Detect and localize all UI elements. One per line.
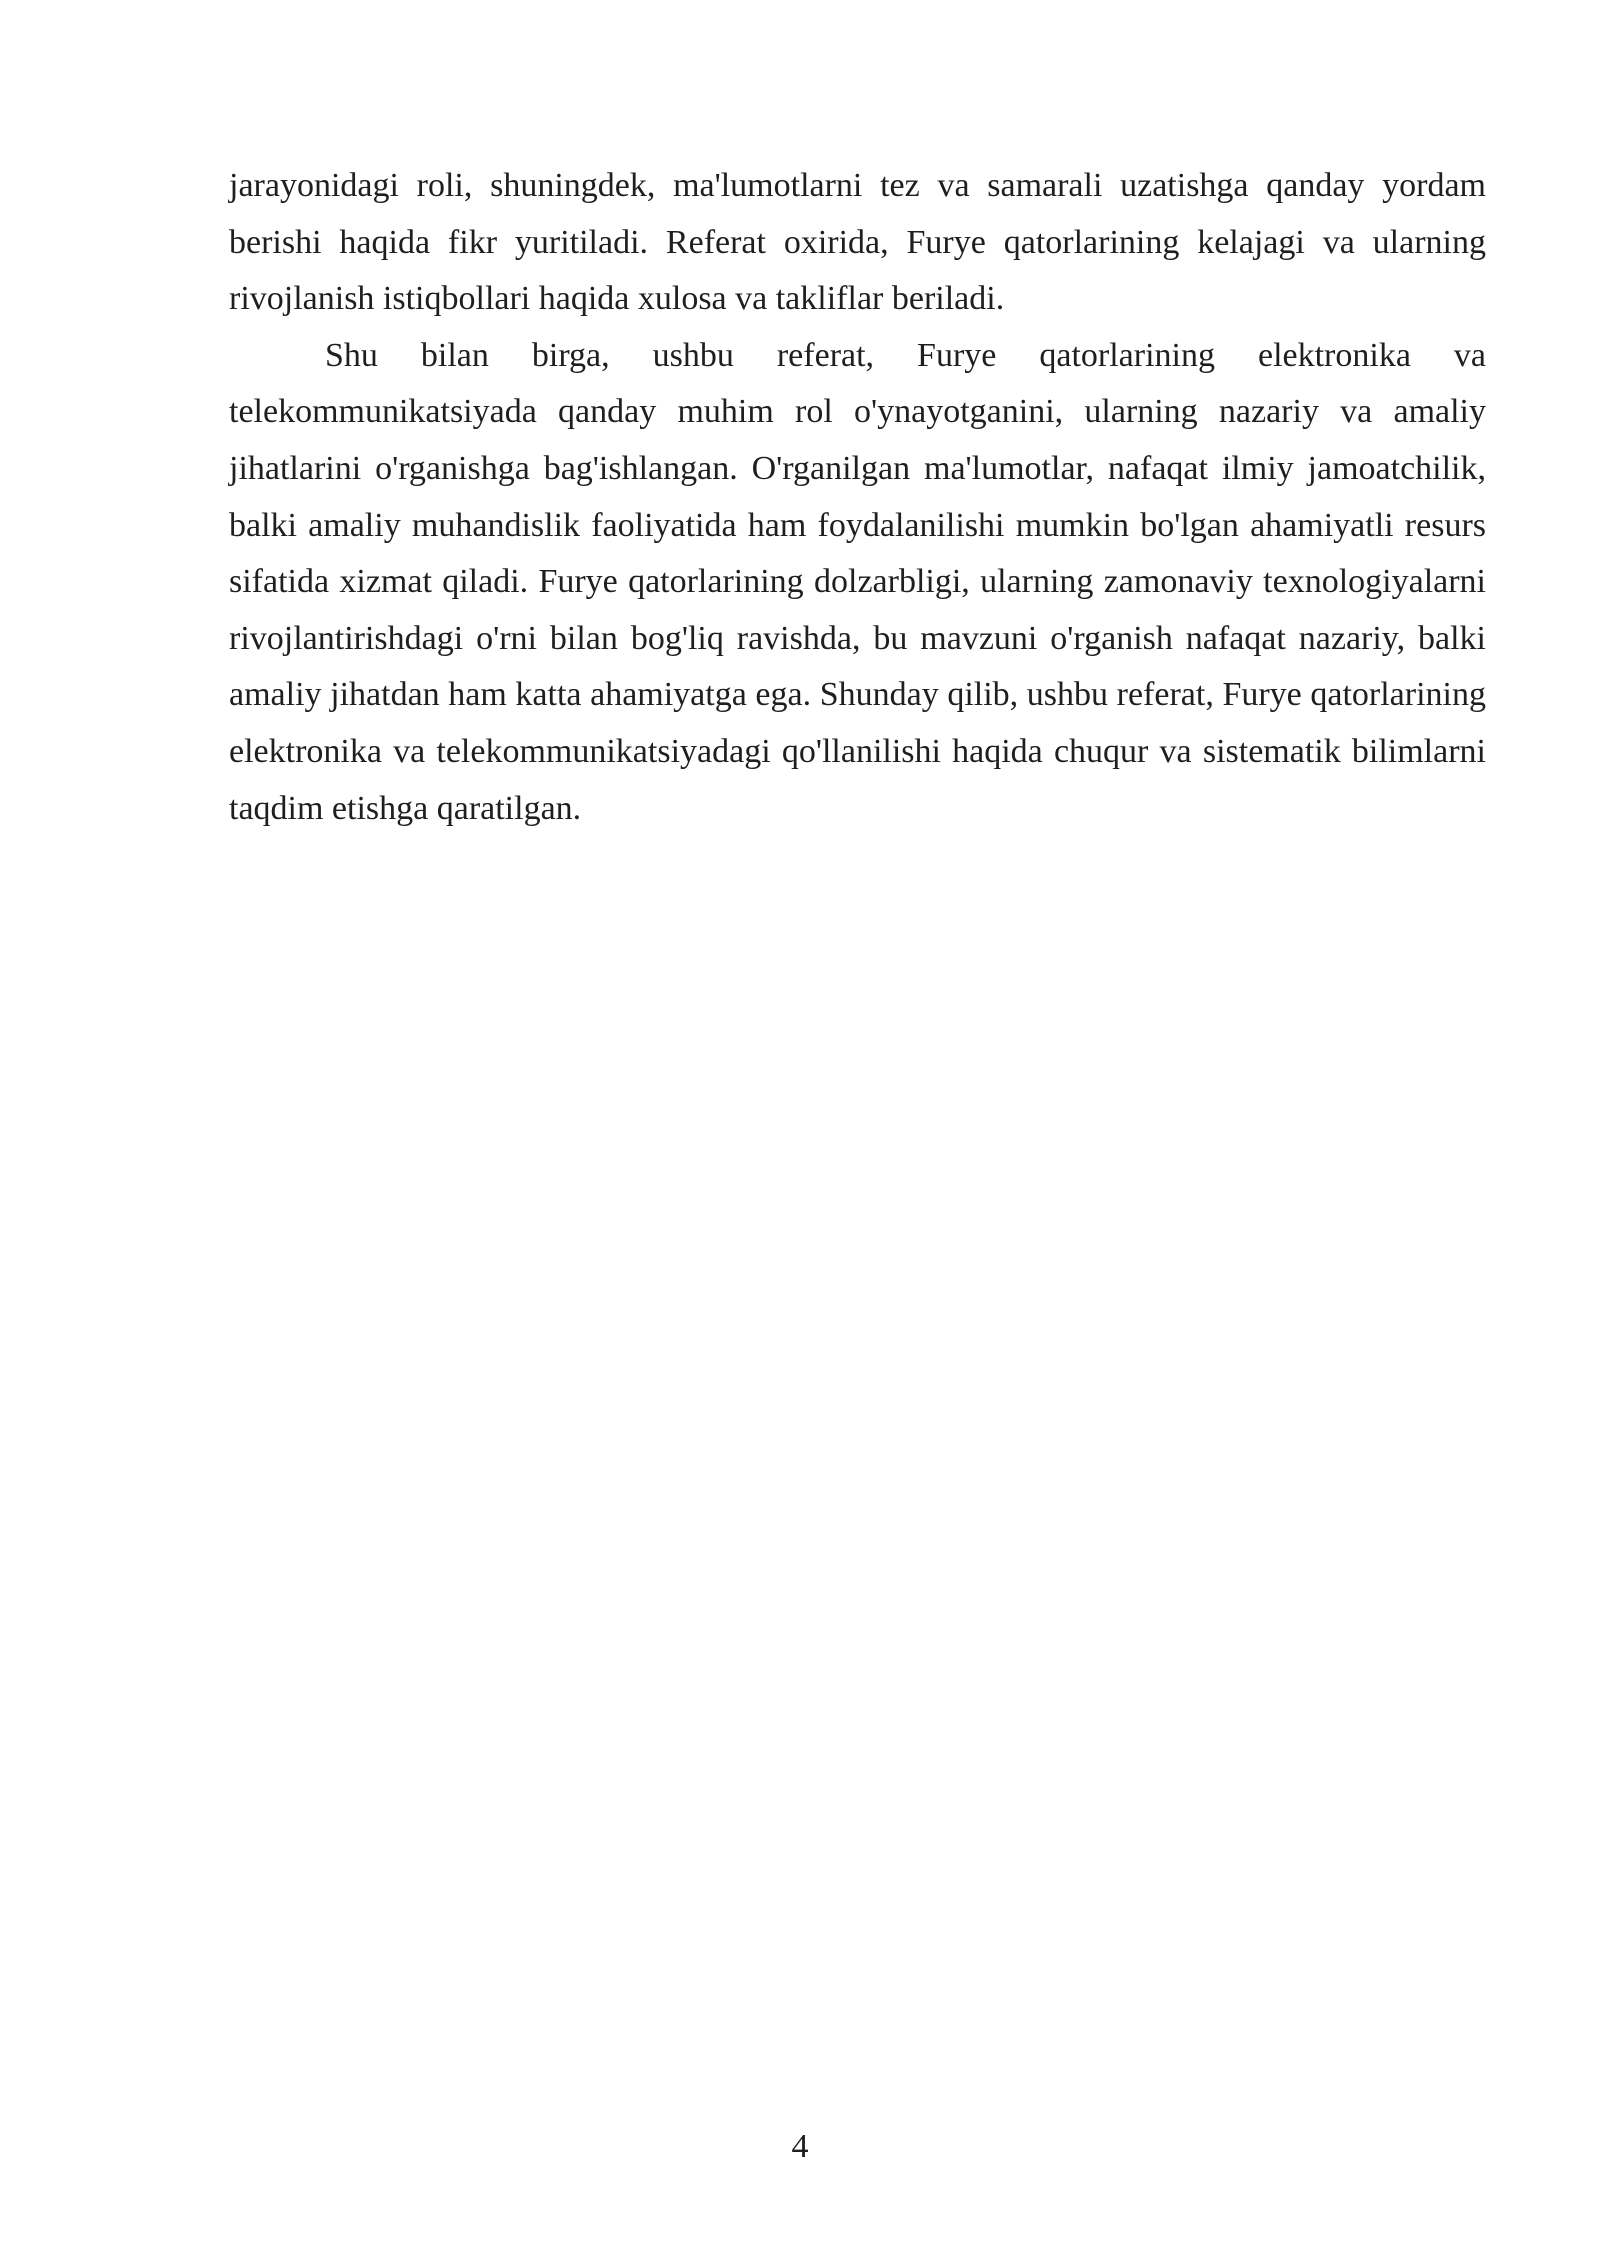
page-number: 4 xyxy=(791,2128,809,2165)
body-text xyxy=(229,158,1486,837)
paragraph: Shu bilan birga, ushbu referat, Furye qatorlarining elektronika va telekommunikatsiyada qanday muhim rol o'ynayotganini, ularning nazariy va amaliy jihatlarini o'rganishga bag'ishlangan. O'rganilgan ma'lumotlar, nafaqat ilmiy jamoatchilik, balki amaliy muhandislik faoliyatida ham foydalanilishi mumkin bo'lgan ahamiyatli resurs sifatida xizmat qiladi. Furye qatorlarining dolzarbligi, ularning zamonaviy texnologiyalarni rivojlantirishdagi o'rni bilan bog'liq ravishda, bu mavzuni o'rganish nafaqat nazariy, balki amaliy jihatdan ham katta ahamiyatga ega. Shunday qilib, ushbu referat, Furye qatorlarining elektronika va telekommunikatsiyadagi qo'llanilishi haqida chuqur va sistematik bilimlarni taqdim etishga qaratilgan. xyxy=(229,336,1486,827)
paragraph-continued: jarayonidagi roli, shuningdek, ma'lumotlarni tez va samarali uzatishga qanday yordam berishi haqida fikr yuritiladi. Referat oxirida, Furye qatorlarining kelajagi va ularning rivojlanish istiqbollari haqida xulosa va takliflar beriladi. xyxy=(229,167,1486,318)
